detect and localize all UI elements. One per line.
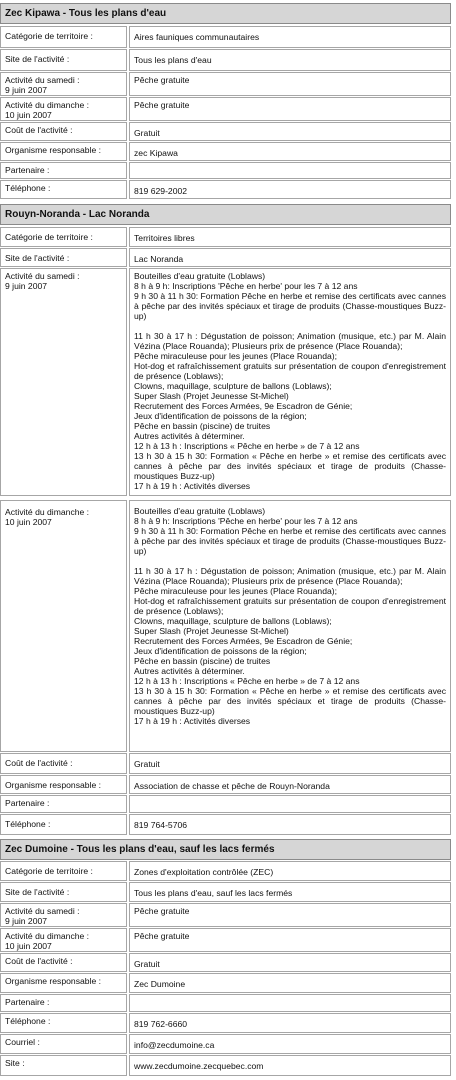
row-label: Téléphone : — [0, 814, 127, 835]
table-row — [0, 142, 451, 161]
table-row — [0, 227, 451, 247]
row-label: Site de l'activité : — [0, 882, 127, 902]
row-value: Tous les plans d'eau, sauf les lacs fermés — [129, 882, 451, 902]
table-row — [0, 97, 451, 121]
table-row — [0, 882, 451, 902]
row-label: Site de l'activité : — [0, 248, 127, 267]
row-value: Zec Dumoine — [129, 973, 451, 993]
table-row — [0, 928, 451, 952]
table-row — [0, 122, 451, 141]
row-label: Organisme responsable : — [0, 142, 127, 161]
row-value: Lac Noranda — [129, 248, 451, 267]
row-value: Bouteilles d'eau gratuite (Loblaws) 8 h à 9 h: Inscriptions 'Pêche en herbe' pour les 7 à 12 ans 9 h 30 à 11 h 30: Formation Pêche en herbe et remise des certificats avec cannes à pêche par des invités spéciaux et tirage de produits (Chasse-moustiques Buzz-up) 11 h 30 à 17 h : Dégustation de poisson; Animation (musique, etc.) par M. Alain Vézina (Place Rouanda); Plusieurs prix de présence (Place Rouanda); Pêche miraculeuse pour les jeunes (Place Rouanda); Hot-dog et rafraîchissement gratuits sur présentation de coupon d'enregistrement de présence (Loblaws); Clowns, maquillage, sculpture de ballons (Loblaws); Super Slash (Projet Jeunesse St-Michel) Recrutement des Forces Armées, 9e Escadron de Génie; Jeux d'identification de poissons de la région; Pêche en bassin (piscine) de truites Autres activités à déterminer. 12 h à 13 h : Inscriptions « Pêche en herbe » de 7 à 12 ans 13 h 30 à 15 h 30: Formation « Pêche en herbe » et remise des certificats avec cannes à pêche par des invités spéciaux et tirage de produits (Chasse-moustiques Buzz-up) 17 h à 19 h : Activités diverses — [129, 500, 451, 752]
row-label: Site : — [0, 1055, 127, 1076]
row-label: Coût de l'activité : — [0, 122, 127, 141]
row-label: Coût de l'activité : — [0, 753, 127, 774]
row-label: Catégorie de territoire : — [0, 227, 127, 247]
table-row — [0, 795, 451, 813]
table-row — [0, 973, 451, 993]
row-label: Site de l'activité : — [0, 49, 127, 71]
table-row — [0, 72, 451, 96]
table-row — [0, 861, 451, 881]
row-value: Pêche gratuite — [129, 903, 451, 927]
row-label: Activité du samedi : 9 juin 2007 — [0, 72, 127, 96]
row-value: Gratuit — [129, 953, 451, 972]
row-label: Organisme responsable : — [0, 973, 127, 993]
row-label: Courriel : — [0, 1034, 127, 1054]
row-label: Téléphone : — [0, 180, 127, 199]
row-label: Catégorie de territoire : — [0, 861, 127, 881]
row-label: Partenaire : — [0, 162, 127, 179]
row-value: Association de chasse et pêche de Rouyn-Noranda — [129, 775, 451, 794]
row-label: Activité du dimanche : 10 juin 2007 — [0, 500, 127, 752]
row-label: Activité du samedi : 9 juin 2007 — [0, 268, 127, 496]
row-value: Aires fauniques communautaires — [129, 26, 451, 48]
row-label: Téléphone : — [0, 1013, 127, 1033]
row-value — [129, 994, 451, 1012]
table-row — [0, 180, 451, 199]
row-value: info@zecdumoine.ca — [129, 1034, 451, 1054]
row-value: zec Kipawa — [129, 142, 451, 161]
table-row — [0, 953, 451, 972]
row-value: Gratuit — [129, 753, 451, 774]
row-value — [129, 795, 451, 813]
section-title: Zec Kipawa - Tous les plans d'eau — [0, 3, 451, 24]
table-row — [0, 1034, 451, 1054]
row-value: Tous les plans d'eau — [129, 49, 451, 71]
row-value: Zones d'exploitation contrôlée (ZEC) — [129, 861, 451, 881]
table-row — [0, 248, 451, 267]
table-row — [0, 814, 451, 835]
row-label: Activité du dimanche : 10 juin 2007 — [0, 97, 127, 121]
table-row — [0, 26, 451, 48]
table-row — [0, 1013, 451, 1033]
row-value: 819 764-5706 — [129, 814, 451, 835]
table-row — [0, 994, 451, 1012]
row-value: Pêche gratuite — [129, 928, 451, 952]
row-value — [129, 162, 451, 179]
table-row — [0, 775, 451, 794]
table-row — [0, 268, 451, 496]
table-row — [0, 500, 451, 752]
row-label: Activité du dimanche : 10 juin 2007 — [0, 928, 127, 952]
row-value: Gratuit — [129, 122, 451, 141]
row-value: 819 629-2002 — [129, 180, 451, 199]
table-row — [0, 162, 451, 179]
row-label: Partenaire : — [0, 994, 127, 1012]
row-label: Organisme responsable : — [0, 775, 127, 794]
section-title: Rouyn-Noranda - Lac Noranda — [0, 204, 451, 225]
row-label: Partenaire : — [0, 795, 127, 813]
table-row — [0, 1055, 451, 1076]
row-label: Catégorie de territoire : — [0, 26, 127, 48]
row-value: 819 762-6660 — [129, 1013, 451, 1033]
row-value: Bouteilles d'eau gratuite (Loblaws) 8 h à 9 h: Inscriptions 'Pêche en herbe' pour les 7 à 12 ans 9 h 30 à 11 h 30: Formation Pêche en herbe et remise des certificats avec cannes à pêche par des invités spéciaux et tirage de produits (Chasse-moustiques Buzz-up) 11 h 30 à 17 h : Dégustation de poisson; Animation (musique, etc.) par M. Alain Vézina (Place Rouanda); Plusieurs prix de présence (Place Rouanda); Pêche miraculeuse pour les jeunes (Place Rouanda); Hot-dog et rafraîchissement gratuits sur présentation de coupon d'enregistrement de présence (Loblaws); Clowns, maquillage, sculpture de ballons (Loblaws); Super Slash (Projet Jeunesse St-Michel) Recrutement des Forces Armées, 9e Escadron de Génie; Jeux d'identification de poissons de la région; Pêche en bassin (piscine) de truites Autres activités à déterminer. 12 h à 13 h : Inscriptions « Pêche en herbe » de 7 à 12 ans 13 h 30 à 15 h 30: Formation « Pêche en herbe » et remise des certificats avec cannes à pêche par des invités spéciaux et tirage de produits (Chasse-moustiques Buzz-up) 17 h à 19 h : Activités diverses — [129, 268, 451, 496]
row-label: Activité du samedi : 9 juin 2007 — [0, 903, 127, 927]
row-value: Pêche gratuite — [129, 72, 451, 96]
table-row — [0, 753, 451, 774]
row-value: Territoires libres — [129, 227, 451, 247]
table-row — [0, 49, 451, 71]
section-title: Zec Dumoine - Tous les plans d'eau, sauf les lacs fermés — [0, 839, 451, 860]
table-row — [0, 903, 451, 927]
row-value: Pêche gratuite — [129, 97, 451, 121]
row-value: www.zecdumoine.zecquebec.com — [129, 1055, 451, 1076]
row-label: Coût de l'activité : — [0, 953, 127, 972]
